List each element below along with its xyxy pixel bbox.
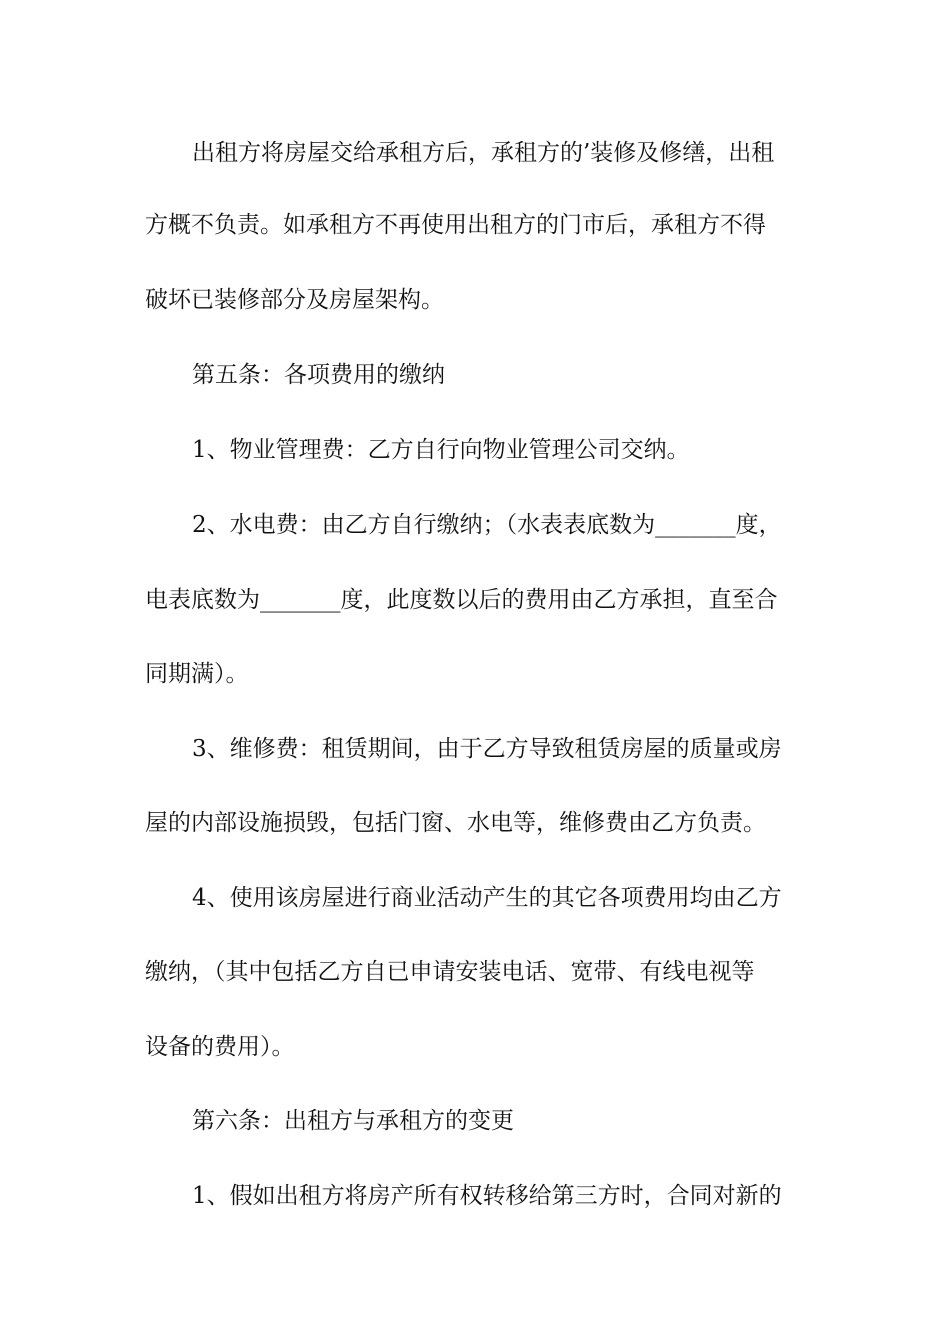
- paragraph-line: 1、物业管理费：乙方自行向物业管理公司交纳。: [192, 437, 690, 463]
- paragraph-line: 2、水电费：由乙方自行缴纳；（水表表底数为_______度，: [192, 512, 782, 538]
- paragraph-line: 方概不负责。如承租方不再使用出租方的门市后，承租方不得: [145, 212, 766, 238]
- paragraph-line: 同期满）。: [145, 661, 249, 687]
- paragraph-line: 电表底数为_______度，此度数以后的费用由乙方承担，直至合: [145, 587, 778, 613]
- paragraph-line: 破坏已装修部分及房屋架构。: [145, 287, 444, 313]
- paragraph-line: 4、使用该房屋进行商业活动产生的其它各项费用均由乙方: [192, 885, 782, 911]
- paragraph-line: 屋的内部设施损毁，包括门窗、水电等，维修费由乙方负责。: [145, 810, 766, 836]
- section-heading: 第五条：各项费用的缴纳: [192, 362, 445, 388]
- paragraph-line: 出租方将房屋交给承租方后，承租方的’装修及修缮，出租: [192, 140, 775, 166]
- paragraph-line: 设备的费用）。: [145, 1034, 295, 1060]
- paragraph-line: 3、维修费：租赁期间，由于乙方导致租赁房屋的质量或房: [192, 736, 782, 762]
- paragraph-line: 缴纳，（其中包括乙方自已申请安装电话、宽带、有线电视等: [145, 959, 755, 985]
- section-heading: 第六条：出租方与承租方的变更: [192, 1108, 514, 1134]
- paragraph-line: 1、假如出租方将房产所有权转移给第三方时，合同对新的: [192, 1183, 782, 1209]
